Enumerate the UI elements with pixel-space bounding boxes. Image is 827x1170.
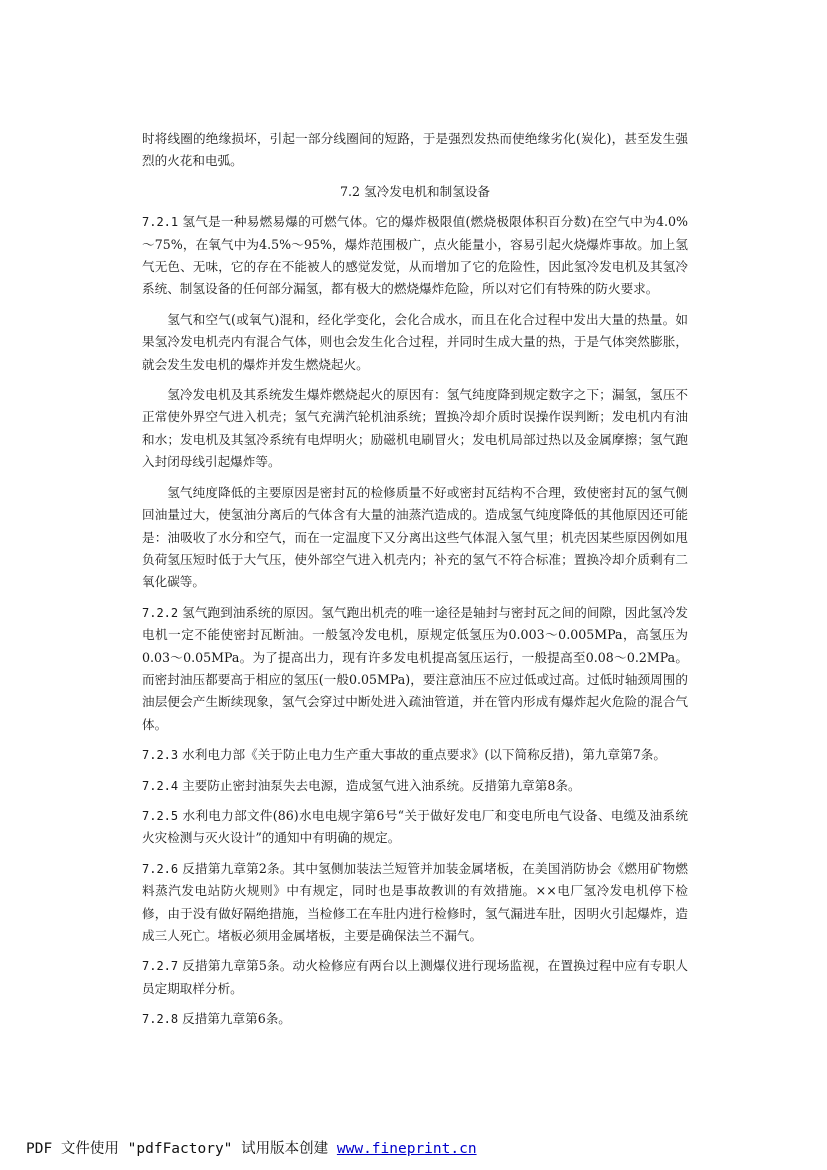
paragraph-text: 反措第九章第5条。动火检修应有两台以上测爆仪进行现场监视，在置换过程中应有专职人员定期取样分析。 bbox=[142, 958, 688, 996]
clause-number: 7.2.1 bbox=[142, 215, 179, 230]
section-title: 7.2 氢冷发电机和制氢设备 bbox=[340, 183, 490, 199]
paragraph-hydrogen-air: 氢气和空气(或氧气)混和，经化学变化，会化合成水，而且在化合过程中发出大量的热量。如果氢冷发电机壳内有混合气体，则也会发生化合过程，并同时生成大量的热，于是气体突然膨胀，就会发生发电机的爆炸并发生燃烧起火。 bbox=[142, 311, 688, 372]
paragraph-text: 氢气跑到油系统的原因。氢气跑出机壳的唯一途径是轴封与密封瓦之间的间隙，因此氢冷发电机一定不能使密封瓦断油。一般氢冷发电机，原规定低氢压为0.003～0.005MPa，高氢压为0.03～0.05MPa。为了提高出力，现有许多发电机提高氢压运行，一般提高至0.08～0.2MPa。而密封油压都要高于相应的氢压(一般0.05MPa)，要注意油压不应过低或过高。过低时轴颈周围的油层便会产生断续现象，氢气会穿过中断处进入疏油管道，并在管内形成有爆炸起火危险的混合气体。 bbox=[142, 604, 688, 732]
clause-number: 7.2.8 bbox=[142, 1012, 179, 1027]
paragraph-text: 氢气是一种易燃易爆的可燃气体。它的爆炸极限值(燃烧极限体积百分数)在空气中为4.0%～75%，在氧气中为4.5%～95%，爆炸范围极广，点火能量小，容易引起火烧爆炸事故。加上氢气无色、无味，它的存在不能被人的感觉发觉，从而增加了它的危险性，因此氢冷发电机及其氢冷系统、制氢设备的任何部分漏氢，都有极大的燃烧爆炸危险，所以对它们有特殊的防火要求。 bbox=[142, 214, 688, 297]
paragraph-7-2-1 bbox=[142, 211, 688, 301]
intro-paragraph: 时将线圈的绝缘损坏，引起一部分线圈间的短路，于是强烈发热而使绝缘劣化(炭化)，甚至发生强烈的火花和电弧。 bbox=[142, 131, 688, 169]
paragraph-7-2-2 bbox=[142, 602, 688, 736]
paragraph-7-2-7 bbox=[142, 955, 688, 1000]
paragraph-7-2-5 bbox=[142, 805, 688, 850]
paragraph-purity-causes: 氢气纯度降低的主要原因是密封瓦的检修质量不好或密封瓦结构不合理，致使密封瓦的氢气侧回油量过大，使氢油分离后的气体含有大量的油蒸汽造成的。造成氢气纯度降低的其他原因还可能是：油吸收了水分和空气，而在一定温度下又分离出这些气体混入氢气里；机壳因某些原因例如甩负荷氢压短时低于大气压，使外部空气进入机壳内；补充的氢气不符合标准；置换冷却介质剩有二氧化碳等。 bbox=[142, 484, 688, 590]
clause-number: 7.2.3 bbox=[142, 748, 179, 763]
paragraph-text: 主要防止密封油泵失去电源，造成氢气进入油系统。反措第九章第8条。 bbox=[178, 777, 581, 793]
paragraph-7-2-6 bbox=[142, 858, 688, 948]
paragraph-7-2-8 bbox=[142, 1008, 688, 1030]
document-body bbox=[142, 128, 688, 1039]
clause-number: 7.2.5 bbox=[142, 808, 179, 823]
fineprint-link[interactable]: www.fineprint.cn bbox=[336, 1141, 477, 1157]
pdf-watermark-footer bbox=[26, 1137, 806, 1158]
paragraph-text: 水利电力部文件(86)水电电规字第6号“关于做好发电厂和变电所电气设备、电缆及油系统火灾检测与灭火设计”的通知中有明确的规定。 bbox=[142, 807, 688, 846]
paragraph-text: 反措第九章第2条。其中氢侧加装法兰短管并加装金属堵板，在美国消防协会《燃用矿物燃料蒸汽发电站防火规则》中有规定，同时也是事故教训的有效措施。××电厂氢冷发电机停下检修，由于没有做好隔绝措施，当检修工在车肚内进行检修时，氢气漏进车肚，因明火引起爆炸，造成三人死亡。堵板必须用金属堵板，主要是确保法兰不漏气。 bbox=[142, 860, 688, 943]
paragraph-explosion-causes: 氢冷发电机及其系统发生爆炸燃烧起火的原因有：氢气纯度降到规定数字之下；漏氢，氢压不正常使外界空气进入机壳；氢气充满汽轮机油系统；置换冷却介质时误操作误判断；发电机内有油和水；发电机及其氢冷系统有电焊明火；励磁机电刷冒火；发电机局部过热以及金属摩擦；氢气跑入封闭母线引起爆炸等。 bbox=[142, 387, 688, 470]
clause-number: 7.2.6 bbox=[142, 861, 179, 876]
paragraph-7-2-3 bbox=[142, 744, 688, 766]
footer-text: PDF 文件使用 "pdfFactory" 试用版本创建 bbox=[26, 1141, 337, 1157]
clause-number: 7.2.2 bbox=[142, 605, 179, 620]
clause-number: 7.2.4 bbox=[142, 778, 179, 793]
paragraph-7-2-4 bbox=[142, 775, 688, 797]
paragraph-text: 水利电力部《关于防止电力生产重大事故的重点要求》(以下简称反措)，第九章第7条。 bbox=[178, 747, 666, 763]
clause-number: 7.2.7 bbox=[142, 959, 179, 974]
paragraph-text: 反措第九章第6条。 bbox=[178, 1011, 291, 1027]
